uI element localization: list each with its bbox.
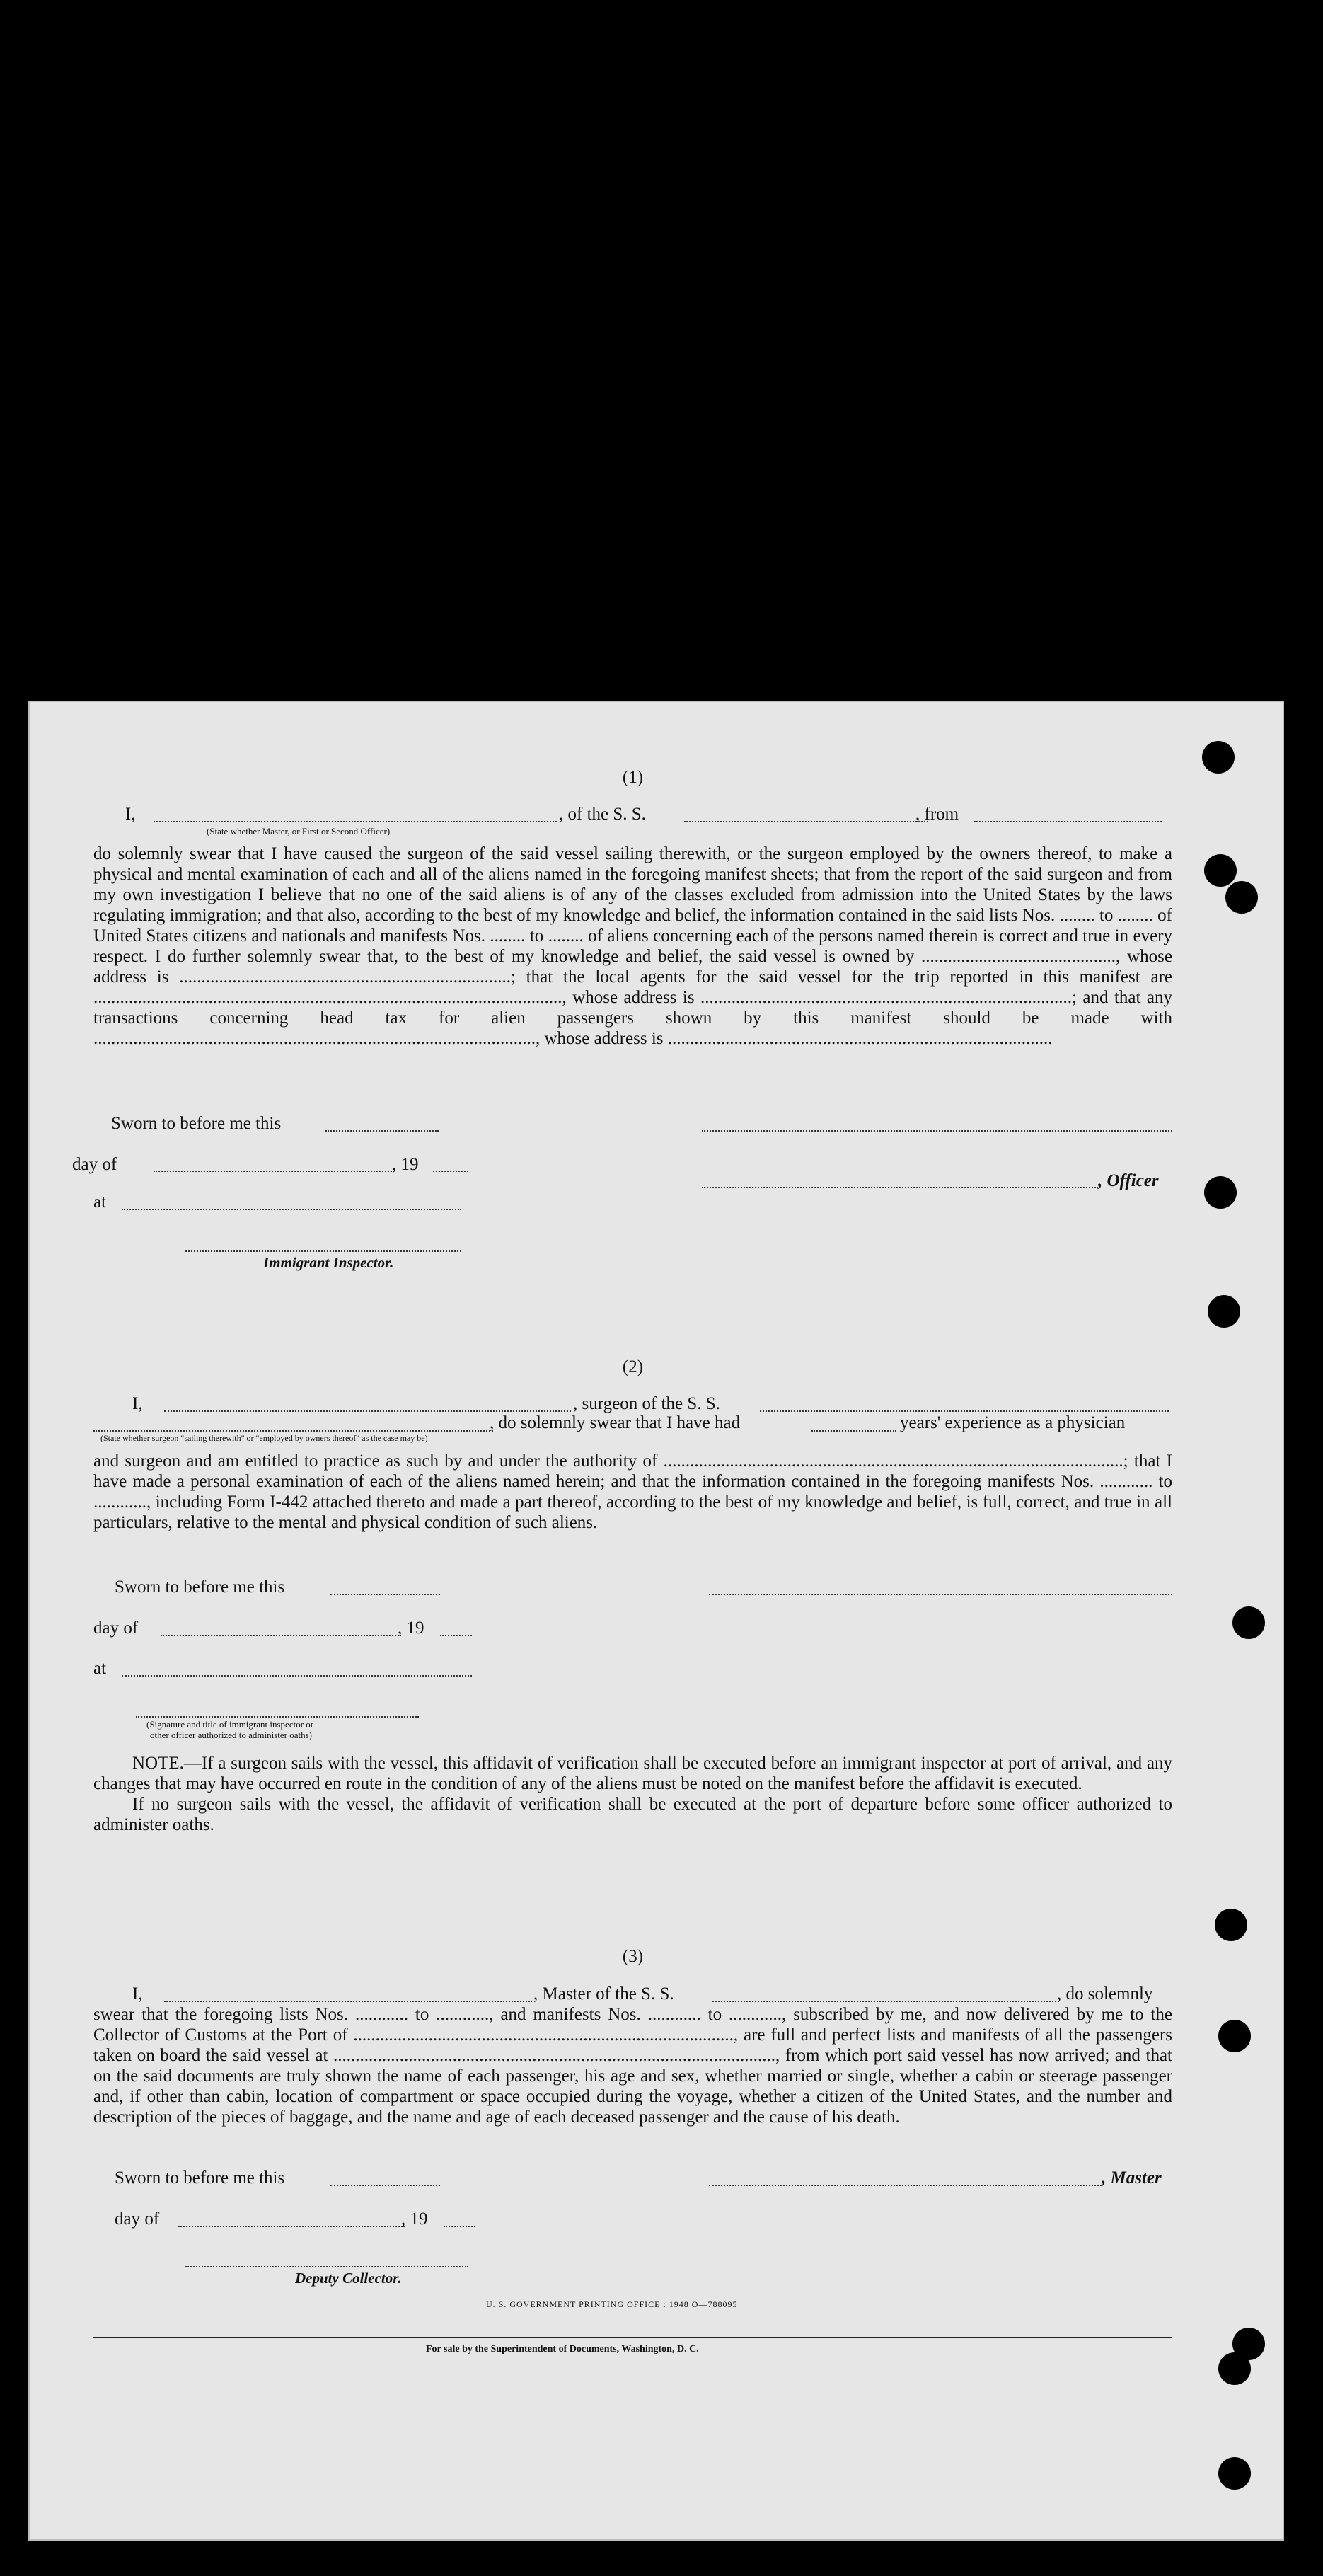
punch-hole [1208,1295,1240,1328]
s1-officer-label: , Officer [1098,1171,1159,1190]
punch-hole [1215,1909,1247,1941]
s1-month-field[interactable] [154,1171,394,1172]
s3-year-field[interactable] [444,2226,475,2227]
s2-swear-label: , do solemnly swear that I have had [490,1413,741,1432]
punch-hole [1218,2020,1251,2052]
s3-oath-paragraph: swear that the foregoing lists Nos. ............ to ............, and manifests Nos. ............ to ............, subscribed by me, and now delivered by me to the Collector of Customs at the Port of ......................................................................................, are full and perfect lists and manifests of all the passengers taken on board the said vessel at ...................................................................................................., from which port said vessel has now arrived; and that on the said documents are truly shown the name of each passenger, his age and sex, whether married or single, whether a cabin or steerage passenger and, if other than cabin, location of compartment or space occupied during the voyage, whether a citizen of the United States, and the number and description of the pieces of baggage, and the name and age of each deceased passenger and the cause of his death. [93,2005,1172,2127]
s1-of-ss-label: , of the S. S. [559,805,646,824]
s2-note [93,1753,1172,1835]
s2-oath-paragraph: and surgeon and am entitled to practice as such by and under the authority of ........................................................................................................; that I have made a personal examination of each of the aliens named herein; and that the information contained in the foregoing manifests Nos. ............ to ............, including Form I-442 attached thereto and made a part thereof, according to the best of my knowledge and belief, is full, correct, and true in all particulars, relative to the mental and physical condition of such aliens. [93,1451,1172,1532]
s3-month-field[interactable] [178,2226,405,2227]
s2-i-label: I, [132,1394,143,1413]
s2-note-2: If no surgeon sails with the vessel, the affidavit of verification shall be executed at the port of departure before some officer authorized to administer oaths. [93,1795,1172,1834]
s1-year-label: , 19 [392,1155,419,1174]
s2-at-label: at [93,1659,107,1678]
s2-status-field[interactable] [93,1430,493,1432]
printer-imprint: U. S. GOVERNMENT PRINTING OFFICE : 1948 O—788095 [486,2299,738,2309]
s2-inspector-signature-field[interactable] [136,1716,419,1718]
s3-name-field[interactable] [164,2001,532,2002]
s3-collector-signature-field[interactable] [185,2266,468,2267]
s1-sworn-day-field[interactable] [325,1130,439,1132]
s2-at-field[interactable] [122,1675,472,1677]
punch-hole [1218,2457,1251,2490]
footer-rule [93,2337,1172,2338]
section-3-number: (3) [622,1947,644,1966]
s3-solemnly-label: , do solemnly [1057,1984,1153,2003]
s2-month-field[interactable] [161,1635,401,1636]
s3-oath-text [93,2004,1172,2127]
punch-hole [1232,1606,1265,1639]
s1-signature-field[interactable] [702,1130,1172,1132]
s2-vessel-field[interactable] [760,1410,1169,1412]
s1-at-label: at [93,1192,107,1212]
s1-vessel-field[interactable] [684,821,928,822]
punch-hole [1204,1176,1237,1209]
s2-year-field[interactable] [440,1635,472,1636]
s3-master-of-label: , Master of the S. S. [533,1984,674,2003]
s2-signature-field[interactable] [709,1594,1172,1595]
section-1-number: (1) [622,768,644,787]
s1-officer-field[interactable] [702,1187,1098,1188]
s2-sig-caption-2: other officer authorized to administer oaths) [150,1730,312,1740]
s1-oath-paragraph: do solemnly swear that I have caused the surgeon of the said vessel sailing therewith, or the surgeon employed by the owners thereof, to make a physical and mental examination of each and all of the aliens named in the foregoing manifest sheets; that from the report of the said surgeon and from my own investigation I believe that no one of the said aliens is of any of the classes excluded from admission into the United States by the laws regulating immigration; and that also, according to the best of my knowledge and belief, the information contained in the said lists Nos. ........ to ........ of United States citizens and nationals and manifests Nos. ........ to ........ of aliens concerning each of the persons named therein is correct and true in every respect. I do further solemnly swear that, to the best of my knowledge and belief, the said vessel is owned by ............................................, whose address is ...........................................................................; that the local agents for the said vessel for the trip reported in this manifest are .........................................................................................................., whose address is ....................................................................................; and that any transactions concerning head tax for alien passengers shown by this manifest should be made with ...................................................................................................., whose address is ....................................................................................... [93,844,1172,1048]
s1-from-field[interactable] [974,821,1162,822]
s1-from-label: , from [915,805,959,824]
s1-inspector-signature-field[interactable] [185,1250,461,1252]
s2-years-label: years' experience as a physician [900,1413,1126,1432]
s1-sworn-label: Sworn to before me this [111,1114,282,1133]
s2-oath-text [93,1451,1172,1533]
s3-sworn-label: Sworn to before me this [115,2168,285,2187]
s3-day-of-label: day of [115,2209,160,2229]
s1-i-label: I, [125,805,136,824]
s3-signature-field[interactable] [709,2185,1102,2186]
s1-day-of-label: day of [72,1155,117,1174]
s2-status-caption: (State whether surgeon "sailing therewith" or "employed by owners thereof" as the case may be) [100,1433,428,1443]
form-page [28,701,1284,2541]
s2-surgeon-of-label: , surgeon of the S. S. [573,1394,720,1413]
s2-year-label: , 19 [398,1618,424,1638]
s3-i-label: I, [132,1984,143,2003]
s2-sig-caption-1: (Signature and title of immigrant inspector or [146,1719,314,1730]
s2-years-field[interactable] [811,1430,896,1432]
punch-hole [1204,854,1237,887]
section-2-number: (2) [622,1357,644,1376]
s3-sworn-day-field[interactable] [330,2185,440,2186]
s1-at-field[interactable] [122,1209,461,1210]
sale-notice: For sale by the Superintendent of Documents, Washington, D. C. [426,2344,699,2354]
s1-inspector-label: Immigrant Inspector. [263,1254,394,1271]
s3-deputy-label: Deputy Collector. [295,2270,402,2287]
s2-note-1: NOTE.—If a surgeon sails with the vessel, this affidavit of verification shall be executed before an immigrant inspector at port of arrival, and any changes that may have occurred en route in the condition of any of the aliens must be noted on the manifest before the affidavit is executed. [93,1754,1172,1793]
s3-year-label: , 19 [401,2209,428,2229]
s3-vessel-field[interactable] [712,2001,1059,2002]
s1-rank-field[interactable] [154,821,557,822]
s1-year-field[interactable] [433,1171,468,1172]
s1-oath-text [93,844,1172,1049]
s1-rank-caption: (State whether Master, or First or Second Officer) [207,826,391,836]
s3-master-label: , Master [1102,2168,1162,2187]
punch-hole [1225,881,1258,914]
s2-sworn-label: Sworn to before me this [115,1577,285,1597]
punch-hole [1218,2352,1251,2385]
s2-day-of-label: day of [93,1618,139,1638]
punch-hole [1202,741,1235,774]
s2-name-field[interactable] [164,1410,571,1412]
s2-sworn-day-field[interactable] [330,1594,440,1595]
